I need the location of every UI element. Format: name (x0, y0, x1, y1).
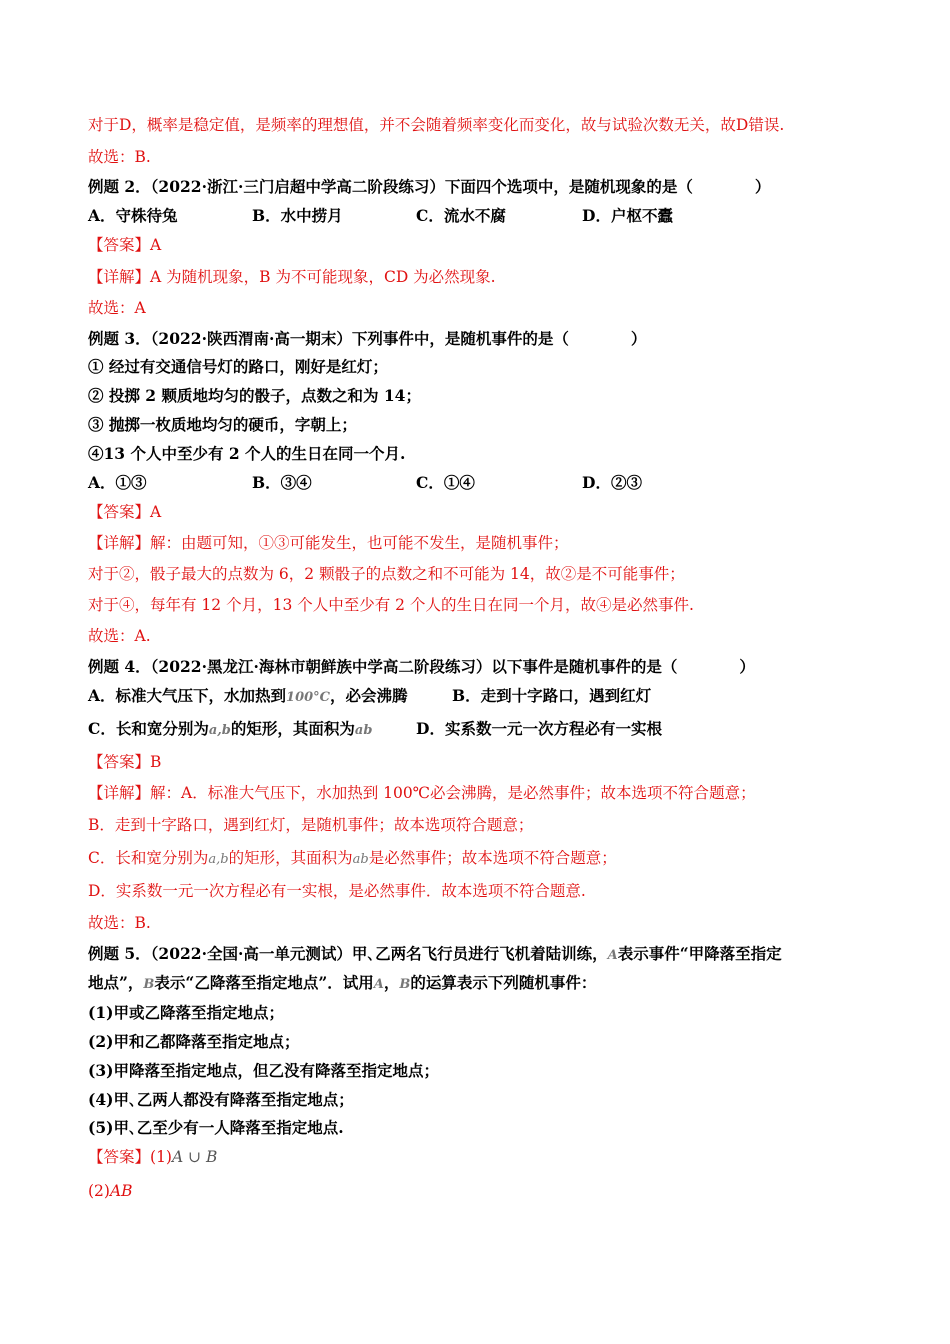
math-union: A ∪ B (171, 1148, 218, 1166)
answer-tag: 【答案】 (88, 1148, 151, 1166)
option-b: B．走到十字路口，遇到红灯 (452, 686, 652, 705)
option-a: A．标准大气压下，水加热到100°C，必会沸腾 (88, 686, 408, 705)
detail-line-4c: C．长和宽分别为a,b的矩形，其面积为ab是必然事件；故本选项不符合题意； (88, 849, 617, 867)
answer-tag: 【答案】 (88, 753, 151, 771)
answer-num: (1) (150, 1148, 172, 1166)
detail-text: 解：A．标准大气压下，水加热到 100℃必会沸腾，是必然事件；故本选项不符合题意； (150, 784, 756, 802)
sub-item-3: (3)甲降落至指定地点，但乙没有降落至指定地点； (88, 1061, 439, 1080)
detail-line-4 (88, 782, 756, 804)
option-b: B．③④ (252, 473, 312, 492)
answer-line-5b (88, 1180, 133, 1202)
sub-item-2: (2)甲和乙都降落至指定地点； (88, 1032, 300, 1051)
sub-item-4: (4)甲､乙两人都没有降落至指定地点； (88, 1090, 354, 1109)
answer-num: (2) (88, 1182, 110, 1200)
detail-line-2 (88, 266, 496, 288)
answer-line-2 (88, 234, 161, 256)
question-title-3: 例题 3．（2022·陕西渭南·高一期末）下列事件中，是随机事件的是（ ） (88, 329, 647, 348)
detail-line-4b: B．走到十字路口，遇到红灯，是随机事件；故本选项符合题意； (88, 816, 534, 834)
answer-tag: 【答案】 (88, 503, 151, 521)
question-title-5: 例题 5．（2022·全国·高一单元测试）甲､乙两名飞行员进行飞机着陆训练，A表示事件“甲降落至指定 (88, 944, 782, 963)
item-1: ① 经过有交通信号灯的路口，刚好是红灯； (88, 357, 388, 376)
option-d: D．②③ (582, 473, 642, 492)
answer-line-5 (88, 1146, 217, 1168)
options-row-2 (88, 205, 888, 227)
options-row-4b (88, 718, 888, 742)
answer-line-3 (88, 501, 161, 523)
answer-value: A (150, 236, 162, 254)
math-a: A (373, 977, 384, 992)
answer-value: A (150, 503, 162, 521)
answer-tag: 【答案】 (88, 236, 151, 254)
sub-item-5: (5)甲､乙至少有一人降落至指定地点. (88, 1118, 344, 1137)
answer-choice-2: 故选：A (88, 299, 146, 317)
detail-text: A 为随机现象，B 为不可能现象，CD 为必然现象. (150, 268, 496, 286)
detail-tag: 【详解】 (88, 784, 151, 802)
option-b: B．水中捞月 (252, 206, 343, 225)
option-d: D．户枢不蠹 (582, 206, 673, 225)
option-a: A．守株待兔 (88, 206, 178, 225)
math-ab: ab (352, 852, 369, 867)
answer-choice-3: 故选：A. (88, 627, 151, 645)
answer-line-4 (88, 751, 161, 773)
detail-text: 解：由题可知，①③可能发生，也可能不发生，是随机事件； (150, 534, 569, 552)
option-d: D．实系数一元一次方程必有一实根 (416, 719, 662, 738)
sub-item-1: (1)甲或乙降落至指定地点； (88, 1003, 284, 1022)
detail-tag: 【详解】 (88, 534, 151, 552)
question-title-5-cont: 地点”，B表示“乙降落至指定地点”．试用A，B的运算表示下列随机事件： (88, 973, 597, 992)
question-title-4: 例题 4．（2022·黑龙江·海林市朝鲜族中学高二阶段练习）以下事件是随机事件的是（ ） (88, 657, 755, 676)
detail-line-3 (88, 532, 569, 554)
math-b: B (399, 977, 411, 992)
answer-value: B (150, 753, 162, 771)
detail-line: 对于D，概率是稳定值，是频率的理想值，并不会随着频率变化而变化，故与试验次数无关，故D错误. (88, 116, 785, 134)
item-2: ② 投掷 2 颗质地均匀的骰子，点数之和为 14； (88, 386, 421, 405)
detail-line-3b: 对于②，骰子最大的点数为 6，2 颗骰子的点数之和不可能为 14，故②是不可能事件； (88, 565, 685, 583)
detail-tag: 【详解】 (88, 268, 151, 286)
options-row-4a (88, 685, 888, 709)
math-b: B (143, 977, 155, 992)
math-ab: ab (354, 723, 373, 738)
math-ab-pair: a,b (208, 852, 229, 867)
answer-choice: 故选：B. (88, 148, 151, 166)
math-intersection: AB (109, 1182, 133, 1200)
option-c: C．流水不腐 (416, 206, 506, 225)
item-3: ③ 抛掷一枚质地均匀的硬币，字朝上； (88, 415, 357, 434)
item-4: ④13 个人中至少有 2 个人的生日在同一个月. (88, 444, 406, 463)
math-temperature: 100°C (286, 690, 331, 705)
question-title-2: 例题 2．（2022·浙江·三门启超中学高二阶段练习）下面四个选项中，是随机现象的是（ ） (88, 177, 771, 196)
math-a: A (607, 948, 618, 963)
option-c: C．长和宽分别为a,b的矩形，其面积为ab (88, 719, 373, 738)
option-a: A．①③ (88, 473, 147, 492)
math-ab-pair: a,b (208, 723, 231, 738)
option-c: C．①④ (416, 473, 475, 492)
detail-line-3c: 对于④，每年有 12 个月，13 个人中至少有 2 个人的生日在同一个月，故④是必然事件. (88, 596, 694, 614)
detail-line-4d: D．实系数一元一次方程必有一实根，是必然事件．故本选项不符合题意. (88, 882, 586, 900)
options-row-3 (88, 472, 888, 494)
answer-choice-4: 故选：B. (88, 914, 151, 932)
